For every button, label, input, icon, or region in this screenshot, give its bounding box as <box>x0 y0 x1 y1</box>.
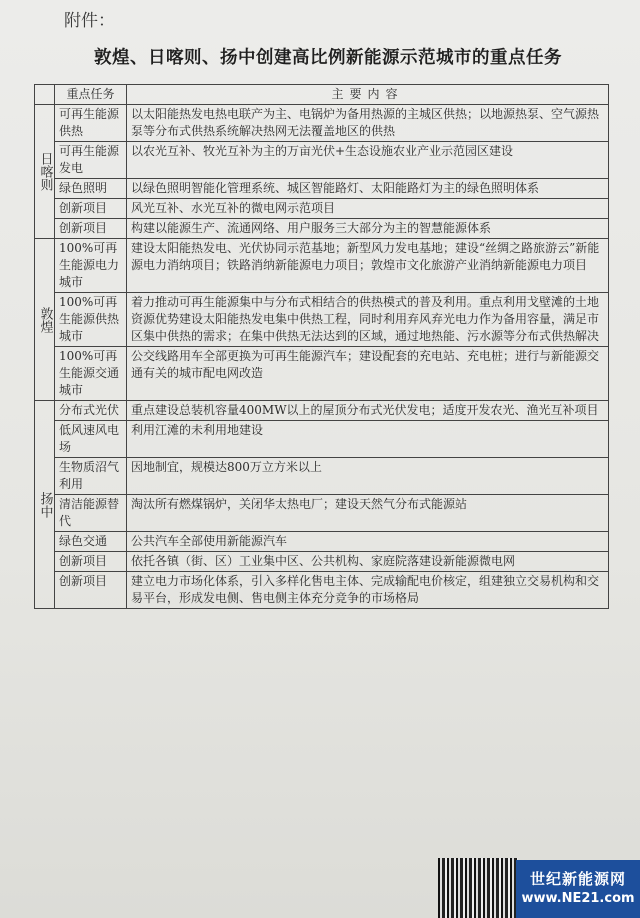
attachment-label: 附件： <box>64 11 115 31</box>
task-cell: 创新项目 <box>55 199 127 219</box>
content-cell: 公共汽车全部使用新能源汽车 <box>127 532 609 552</box>
table-row <box>35 532 609 552</box>
table-row <box>35 401 609 421</box>
task-cell: 生物质沼气利用 <box>55 458 127 495</box>
task-cell: 绿色交通 <box>55 532 127 552</box>
task-cell: 创新项目 <box>55 552 127 572</box>
task-cell: 100%可再生能源供热城市 <box>55 293 127 347</box>
task-cell: 可再生能源供热 <box>55 105 127 142</box>
qr-code-fragment <box>438 858 518 918</box>
table-row <box>35 458 609 495</box>
content-cell: 建设太阳能热发电、光伏协同示范基地；新型风力发电基地；建设“丝绸之路旅游云”新能源电力消纳项目；铁路消纳新能源电力项目；敦煌市文化旅游产业消纳新能源电力项目 <box>127 239 609 293</box>
table-header-row <box>35 85 609 105</box>
task-cell: 100%可再生能源电力城市 <box>55 239 127 293</box>
task-cell: 低风速风电场 <box>55 421 127 458</box>
table-body <box>35 105 609 609</box>
content-cell: 建立电力市场化体系，引入多样化售电主体、完成输配电价核定，组建独立交易机构和交易平台，形成发电侧、售电侧主体充分竞争的市场格局 <box>127 572 609 609</box>
table-row <box>35 495 609 532</box>
header-content: 主要内容 <box>127 85 609 105</box>
content-cell: 淘汰所有燃煤锅炉，关闭华太热电厂；建设天然气分布式能源站 <box>127 495 609 532</box>
table-row <box>35 239 609 293</box>
task-cell: 分布式光伏 <box>55 401 127 421</box>
site-watermark-logo <box>516 860 640 918</box>
table-row <box>35 179 609 199</box>
key-tasks-table <box>34 84 609 609</box>
task-cell: 100%可再生能源交通城市 <box>55 347 127 401</box>
table-row <box>35 105 609 142</box>
content-cell: 以太阳能热发电热电联产为主、电锅炉为备用热源的主城区供热；以地源热泵、空气源热泵等分布式供热系统解决热网无法覆盖地区的供热 <box>127 105 609 142</box>
watermark-line1: 世纪新能源网 <box>529 870 626 888</box>
task-cell: 创新项目 <box>55 572 127 609</box>
content-cell: 以农光互补、牧光互补为主的万亩光伏+生态设施农业产业示范园区建设 <box>127 142 609 179</box>
header-city-cell <box>35 85 55 105</box>
content-cell: 构建以能源生产、流通网络、用户服务三大部分为主的智慧能源体系 <box>127 219 609 239</box>
task-cell: 清洁能源替代 <box>55 495 127 532</box>
header-task: 重点任务 <box>55 85 127 105</box>
content-cell: 依托各镇（街、区）工业集中区、公共机构、家庭院落建设新能源微电网 <box>127 552 609 572</box>
table-row <box>35 142 609 179</box>
content-cell: 公交线路用车全部更换为可再生能源汽车；建设配套的充电站、充电桩；进行与新能源交通有关的城市配电网改造 <box>127 347 609 401</box>
content-cell: 因地制宜，规模达800万立方米以上 <box>127 458 609 495</box>
content-cell: 利用江滩的未利用地建设 <box>127 421 609 458</box>
table-row <box>35 219 609 239</box>
document-title: 敦煌、日喀则、扬中创建高比例新能源示范城市的重点任务 <box>94 48 562 68</box>
task-cell: 绿色照明 <box>55 179 127 199</box>
table-row <box>35 552 609 572</box>
content-cell: 着力推动可再生能源集中与分布式相结合的供热模式的普及利用。重点利用戈壁滩的土地资源优势建设太阳能热发电集中供热工程，同时利用弃风弃光电力作为备用容量，满足市区集中供热的需求；在集中供热无法达到的区域，通过地热能、污水源等分布式供热解决 <box>127 293 609 347</box>
task-cell: 创新项目 <box>55 219 127 239</box>
table-row <box>35 572 609 609</box>
content-cell: 风光互补、水光互补的微电网示范项目 <box>127 199 609 219</box>
city-cell: 日喀则 <box>35 105 55 239</box>
table-row <box>35 199 609 219</box>
watermark-line2: www.NE21.com <box>521 891 635 906</box>
table-row <box>35 293 609 347</box>
content-cell: 重点建设总装机容量400MW以上的屋顶分布式光伏发电；适度开发农光、渔光互补项目 <box>127 401 609 421</box>
city-cell: 敦煌 <box>35 239 55 401</box>
content-cell: 以绿色照明智能化管理系统、城区智能路灯、太阳能路灯为主的绿色照明体系 <box>127 179 609 199</box>
table-row <box>35 347 609 401</box>
table-row <box>35 421 609 458</box>
city-cell: 扬中 <box>35 401 55 609</box>
task-cell: 可再生能源发电 <box>55 142 127 179</box>
